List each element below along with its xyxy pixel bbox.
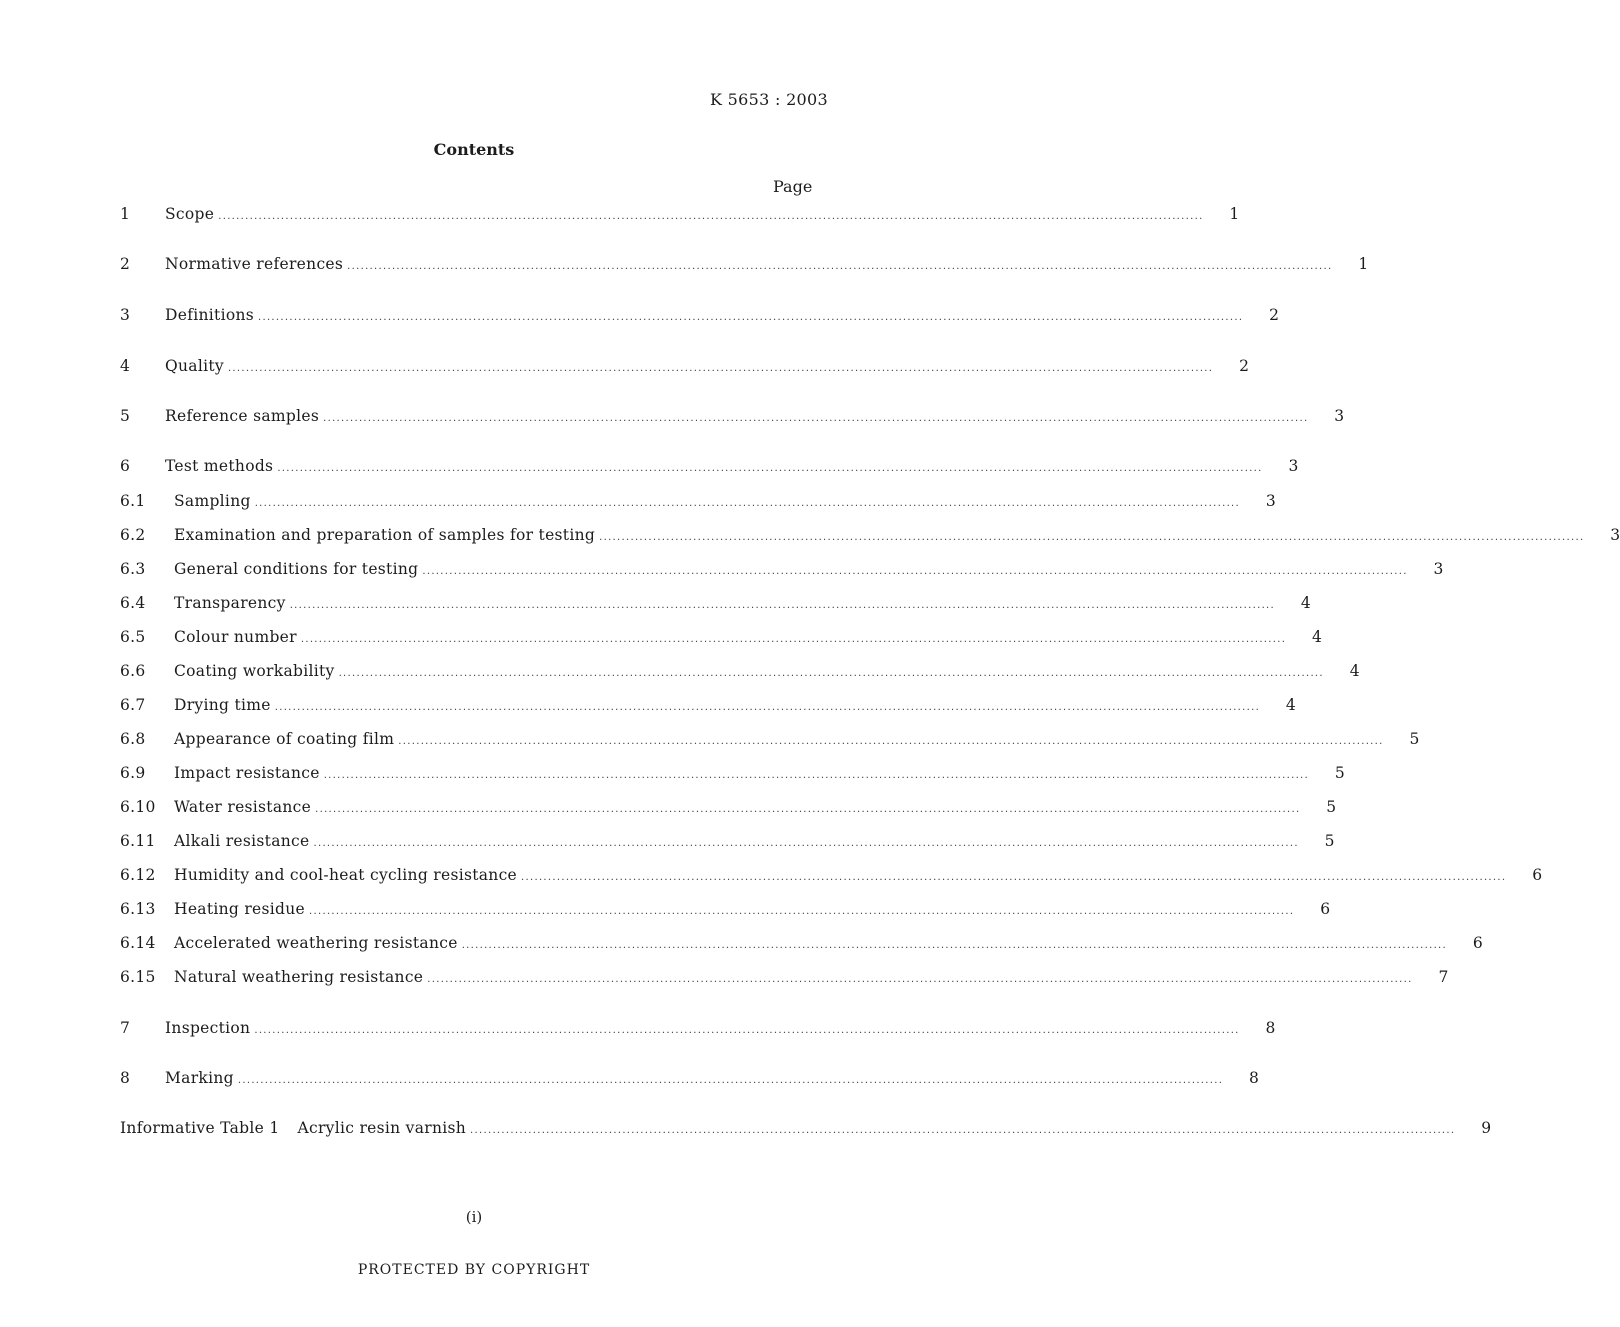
toc-entry[interactable] — [120, 594, 1312, 616]
toc-entry-number: 5 — [120, 407, 131, 425]
toc-entry-page: 2 — [1239, 357, 1250, 375]
toc-entry-page: 5 — [1324, 832, 1335, 850]
toc-entry-number: 6.7 — [120, 696, 146, 714]
toc-entry-title: Coating workability — [174, 662, 335, 680]
dot-leader: ............................................................................................................................................................................................................................ — [313, 838, 1299, 849]
toc-entry-number: 6.3 — [120, 560, 146, 578]
dot-leader: ............................................................................................................................................................................................................................ — [227, 363, 1214, 374]
toc-entry[interactable] — [120, 457, 1299, 479]
toc-entry-title: Accelerated weathering resistance — [174, 934, 458, 952]
toc-entry-page: 3 — [1433, 560, 1444, 578]
toc-entry[interactable] — [120, 407, 1345, 429]
toc-entry-title: Reference samples — [165, 407, 320, 425]
toc-entry-number: 6.15 — [120, 968, 156, 986]
toc-entry-page: 6 — [1320, 900, 1331, 918]
toc-entry-page: 9 — [1481, 1119, 1492, 1137]
dot-leader: ............................................................................................................................................................................................................................ — [398, 736, 1384, 747]
toc-entry[interactable] — [120, 730, 1420, 752]
toc-entry-title: Test methods — [165, 457, 274, 475]
toc-entry-title: Drying time — [174, 696, 271, 714]
toc-entry-number: Informative Table 1 — [120, 1119, 280, 1137]
toc-entry-page: 4 — [1349, 662, 1360, 680]
toc-entry[interactable] — [120, 866, 1543, 888]
toc-entry-title: Alkali resistance — [174, 832, 310, 850]
toc-entry[interactable] — [120, 205, 1240, 227]
dot-leader: ............................................................................................................................................................................................................................ — [277, 463, 1263, 474]
dot-leader: ............................................................................................................................................................................................................................ — [323, 413, 1309, 424]
toc-entry[interactable] — [120, 628, 1323, 650]
toc-entry-number: 6.5 — [120, 628, 146, 646]
toc-entry-number: 6.10 — [120, 798, 156, 816]
toc-entry[interactable] — [120, 492, 1277, 514]
toc-entry[interactable] — [120, 832, 1335, 854]
toc-entry-page: 4 — [1312, 628, 1323, 646]
toc-entry-number: 6.6 — [120, 662, 146, 680]
dot-leader: ............................................................................................................................................................................................................................ — [254, 1025, 1240, 1036]
toc-entry-title: Transparency — [174, 594, 286, 612]
dot-leader: ............................................................................................................................................................................................................................ — [258, 312, 1244, 323]
toc-entry[interactable] — [120, 1019, 1276, 1041]
toc-entry-page: 6 — [1472, 934, 1484, 952]
toc-entry-number: 8 — [120, 1069, 131, 1087]
toc-entry-title: General conditions for testing — [174, 560, 419, 578]
toc-entry-page: 8 — [1249, 1069, 1260, 1087]
toc-entry-title: Normative references — [165, 255, 344, 273]
dot-leader: ............................................................................................................................................................................................................................ — [300, 634, 1287, 645]
dot-leader: ............................................................................................................................................................................................................................ — [599, 532, 1585, 543]
toc-entry-page: 3 — [1610, 526, 1620, 544]
dot-leader: ............................................................................................................................................................................................................................ — [315, 804, 1301, 815]
toc-entry-page: 1 — [1358, 255, 1369, 273]
toc-entry[interactable] — [120, 255, 1369, 277]
toc-entry-page: 5 — [1409, 730, 1420, 748]
copyright-notice: PROTECTED BY COPYRIGHT — [357, 1262, 591, 1278]
toc-entry-title: Sampling — [174, 492, 251, 510]
toc-entry-title: Quality — [165, 357, 224, 375]
dot-leader: ............................................................................................................................................................................................................................ — [218, 211, 1204, 222]
toc-entry-title: Examination and preparation of samples for testing — [174, 526, 596, 544]
toc-entry-page: 5 — [1334, 764, 1346, 782]
toc-entry-number: 6.13 — [120, 900, 156, 918]
toc-entry-number: 3 — [120, 306, 131, 324]
toc-entry-page: 3 — [1334, 407, 1345, 425]
toc-entry-title: Colour number — [174, 628, 297, 646]
toc-entry[interactable] — [120, 696, 1297, 718]
dot-leader: ............................................................................................................................................................................................................................ — [461, 940, 1448, 951]
toc-entry-title: Definitions — [165, 306, 254, 324]
contents-title: Contents — [433, 140, 515, 159]
toc-entry[interactable] — [120, 968, 1449, 990]
toc-entry[interactable] — [120, 900, 1331, 922]
dot-leader: ............................................................................................................................................................................................................................ — [470, 1125, 1456, 1136]
toc-entry-title: Acrylic resin varnish — [297, 1119, 467, 1137]
toc-entry[interactable] — [120, 662, 1360, 684]
toc-entry-page: 5 — [1326, 798, 1337, 816]
standard-code: K 5653 : 2003 — [710, 90, 828, 109]
toc-entry-title: Humidity and cool-heat cycling resistance — [174, 866, 518, 884]
toc-entry-number: 6.9 — [120, 764, 146, 782]
toc-entry-number: 6.8 — [120, 730, 146, 748]
toc-entry-title: Heating residue — [174, 900, 306, 918]
toc-entry-number: 2 — [120, 255, 131, 273]
toc-entry-page: 6 — [1532, 866, 1543, 884]
dot-leader: ............................................................................................................................................................................................................................ — [521, 872, 1507, 883]
toc-entry-title: Natural weathering resistance — [174, 968, 424, 986]
toc-entry-title: Scope — [165, 205, 215, 223]
toc-entry-page: 4 — [1285, 696, 1297, 714]
toc-entry-page: 8 — [1265, 1019, 1276, 1037]
dot-leader: ............................................................................................................................................................................................................................ — [309, 906, 1295, 917]
dot-leader: ............................................................................................................................................................................................................................ — [254, 498, 1241, 509]
toc-entry-page: 4 — [1300, 594, 1312, 612]
toc-entry-number: 6.4 — [120, 594, 146, 612]
toc-entry[interactable] — [120, 1069, 1260, 1091]
dot-leader: ............................................................................................................................................................................................................................ — [427, 974, 1413, 985]
toc-entry-number: 4 — [120, 357, 131, 375]
toc-entry-title: Appearance of coating film — [174, 730, 395, 748]
toc-entry[interactable] — [120, 306, 1280, 328]
page-number: (i) — [465, 1208, 483, 1226]
toc-entry-title: Inspection — [165, 1019, 251, 1037]
toc-entry-number: 6.12 — [120, 866, 156, 884]
page-column-label: Page — [773, 177, 813, 196]
dot-leader: ............................................................................................................................................................................................................................ — [422, 566, 1408, 577]
toc-entry[interactable] — [120, 1119, 1492, 1141]
toc-entry[interactable] — [120, 764, 1346, 786]
toc-entry-number: 6.14 — [120, 934, 156, 952]
toc-entry-page: 3 — [1265, 492, 1277, 510]
toc-entry-number: 1 — [120, 205, 131, 223]
toc-entry-title: Impact resistance — [174, 764, 320, 782]
dot-leader: ............................................................................................................................................................................................................................ — [323, 770, 1310, 781]
dot-leader: ............................................................................................................................................................................................................................ — [338, 668, 1324, 679]
toc-entry-title: Water resistance — [174, 798, 312, 816]
toc-entry[interactable] — [120, 526, 1620, 548]
dot-leader: ............................................................................................................................................................................................................................ — [274, 702, 1261, 713]
toc-entry-number: 7 — [120, 1019, 131, 1037]
toc-entry-number: 6.2 — [120, 526, 146, 544]
toc-entry[interactable] — [120, 798, 1337, 820]
toc-entry-number: 6.11 — [120, 832, 156, 850]
toc-entry-page: 2 — [1269, 306, 1280, 324]
dot-leader: ............................................................................................................................................................................................................................ — [347, 261, 1333, 272]
toc-entry-number: 6.1 — [120, 492, 146, 510]
dot-leader: ............................................................................................................................................................................................................................ — [289, 600, 1276, 611]
toc-entry-number: 6 — [120, 457, 131, 475]
toc-entry-page: 3 — [1288, 457, 1299, 475]
toc-entry-title: Marking — [165, 1069, 234, 1087]
toc-entry[interactable] — [120, 560, 1444, 582]
toc-entry-page: 7 — [1438, 968, 1449, 986]
toc-entry[interactable] — [120, 934, 1484, 956]
dot-leader: ............................................................................................................................................................................................................................ — [237, 1075, 1224, 1086]
toc-entry-page: 1 — [1229, 205, 1240, 223]
toc-entry[interactable] — [120, 357, 1250, 379]
